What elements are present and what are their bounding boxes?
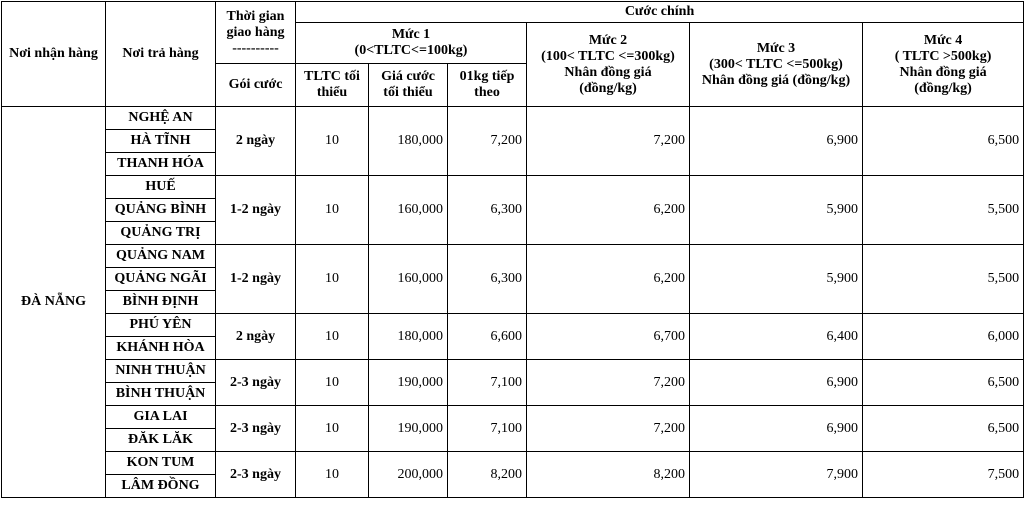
per-kg-cell: 8,200	[448, 452, 527, 498]
delivery-time-cell: 2-3 ngày	[216, 360, 296, 406]
tier3-line: Mức 3	[756, 40, 796, 56]
tier4-line: Mức 4	[923, 32, 963, 48]
destination-cell: QUẢNG NGÃI	[106, 268, 216, 291]
destination-header: Nơi trả hàng	[106, 2, 216, 107]
min-weight-cell: 10	[296, 176, 369, 245]
per-kg-cell: 7,200	[448, 107, 527, 176]
tier4-cell: 7,500	[863, 452, 1024, 498]
tier2-line: Nhân đồng giá	[564, 64, 652, 80]
min-weight-cell: 10	[296, 107, 369, 176]
min-price-cell: 180,000	[369, 107, 448, 176]
min-weight-cell: 10	[296, 452, 369, 498]
tier2-cell: 8,200	[527, 452, 690, 498]
table-row	[2, 360, 1024, 383]
tier2-cell: 7,200	[527, 360, 690, 406]
tier3-cell: 6,900	[690, 406, 863, 452]
destination-cell: PHÚ YÊN	[106, 314, 216, 337]
tier2-line: (đồng/kg)	[579, 80, 637, 96]
shipping-rate-table	[1, 1, 1024, 498]
destination-cell: GIA LAI	[106, 406, 216, 429]
min-price-cell: 190,000	[369, 406, 448, 452]
min-price-cell: 190,000	[369, 360, 448, 406]
min-price-header: Giá cước tối thiểu	[369, 64, 448, 107]
tier2-cell: 7,200	[527, 406, 690, 452]
delivery-time-cell: 1-2 ngày	[216, 176, 296, 245]
table-row	[2, 314, 1024, 337]
destination-cell: BÌNH THUẬN	[106, 383, 216, 406]
tier3-cell: 6,900	[690, 107, 863, 176]
tier2-cell: 7,200	[527, 107, 690, 176]
tier3-cell: 6,400	[690, 314, 863, 360]
per-kg-cell: 7,100	[448, 360, 527, 406]
tier3-line: (300< TLTC <=500kg)	[709, 56, 843, 72]
tier4-cell: 5,500	[863, 176, 1024, 245]
tier4-cell: 6,000	[863, 314, 1024, 360]
destination-cell: NINH THUẬN	[106, 360, 216, 383]
origin-header: Nơi nhận hàng	[2, 2, 106, 107]
delivery-time-cell: 2 ngày	[216, 314, 296, 360]
table-row	[2, 176, 1024, 199]
rate-table-body	[2, 107, 1024, 498]
per-kg-header: 01kg tiếp theo	[448, 64, 527, 107]
tier2-line: Mức 2	[588, 32, 628, 48]
min-weight-cell: 10	[296, 406, 369, 452]
min-price-cell: 160,000	[369, 176, 448, 245]
tier4-cell: 5,500	[863, 245, 1024, 314]
tier3-line: Nhân đồng giá (đồng/kg)	[701, 72, 851, 88]
tier4-line: Nhân đồng giá	[899, 64, 987, 80]
tier2-cell: 6,200	[527, 245, 690, 314]
per-kg-cell: 6,300	[448, 245, 527, 314]
destination-cell: KHÁNH HÒA	[106, 337, 216, 360]
delivery-time-cell: 2-3 ngày	[216, 452, 296, 498]
tier4-cell: 6,500	[863, 360, 1024, 406]
table-row	[2, 406, 1024, 429]
tier4-line: (đồng/kg)	[914, 80, 972, 96]
header-separator: ----------	[232, 40, 279, 56]
table-row	[2, 245, 1024, 268]
destination-cell: QUẢNG BÌNH	[106, 199, 216, 222]
tier2-cell: 6,700	[527, 314, 690, 360]
destination-cell: HUẾ	[106, 176, 216, 199]
tier3-header	[690, 23, 863, 107]
tier3-cell: 5,900	[690, 176, 863, 245]
tier4-header	[863, 23, 1024, 107]
tier1-title: Mức 1	[391, 27, 431, 42]
tier3-cell: 5,900	[690, 245, 863, 314]
delivery-time-label: Thời gian giao hàng	[226, 8, 285, 40]
min-price-cell: 160,000	[369, 245, 448, 314]
min-weight-cell: 10	[296, 360, 369, 406]
destination-cell: QUẢNG NAM	[106, 245, 216, 268]
tier2-header	[527, 23, 690, 107]
per-kg-cell: 6,300	[448, 176, 527, 245]
package-header: Gói cước	[216, 64, 296, 107]
min-price-cell: 200,000	[369, 452, 448, 498]
destination-cell: ĐĂK LĂK	[106, 429, 216, 452]
tier2-line: (100< TLTC <=300kg)	[541, 48, 675, 64]
table-row	[2, 452, 1024, 475]
delivery-time-cell: 2 ngày	[216, 107, 296, 176]
tier4-cell: 6,500	[863, 107, 1024, 176]
min-price-cell: 180,000	[369, 314, 448, 360]
destination-cell: THANH HÓA	[106, 153, 216, 176]
tier1-range: (0<TLTC<=100kg)	[354, 43, 468, 58]
main-rate-header: Cước chính	[296, 2, 1024, 23]
table-row	[2, 107, 1024, 130]
tier3-cell: 7,900	[690, 452, 863, 498]
min-weight-cell: 10	[296, 245, 369, 314]
destination-cell: LÂM ĐỒNG	[106, 475, 216, 498]
per-kg-cell: 7,100	[448, 406, 527, 452]
per-kg-cell: 6,600	[448, 314, 527, 360]
tier4-line: ( TLTC >500kg)	[894, 48, 992, 64]
destination-cell: HÀ TĨNH	[106, 130, 216, 153]
tier3-cell: 6,900	[690, 360, 863, 406]
destination-cell: KON TUM	[106, 452, 216, 475]
destination-cell: QUẢNG TRỊ	[106, 222, 216, 245]
origin-cell: ĐÀ NẴNG	[2, 107, 106, 498]
tier1-header	[296, 23, 527, 64]
min-weight-cell: 10	[296, 314, 369, 360]
delivery-time-header	[216, 2, 296, 64]
destination-cell: BÌNH ĐỊNH	[106, 291, 216, 314]
delivery-time-cell: 2-3 ngày	[216, 406, 296, 452]
delivery-time-cell: 1-2 ngày	[216, 245, 296, 314]
destination-cell: NGHỆ AN	[106, 107, 216, 130]
tier4-cell: 6,500	[863, 406, 1024, 452]
tier2-cell: 6,200	[527, 176, 690, 245]
min-weight-header: TLTC tối thiểu	[296, 64, 369, 107]
